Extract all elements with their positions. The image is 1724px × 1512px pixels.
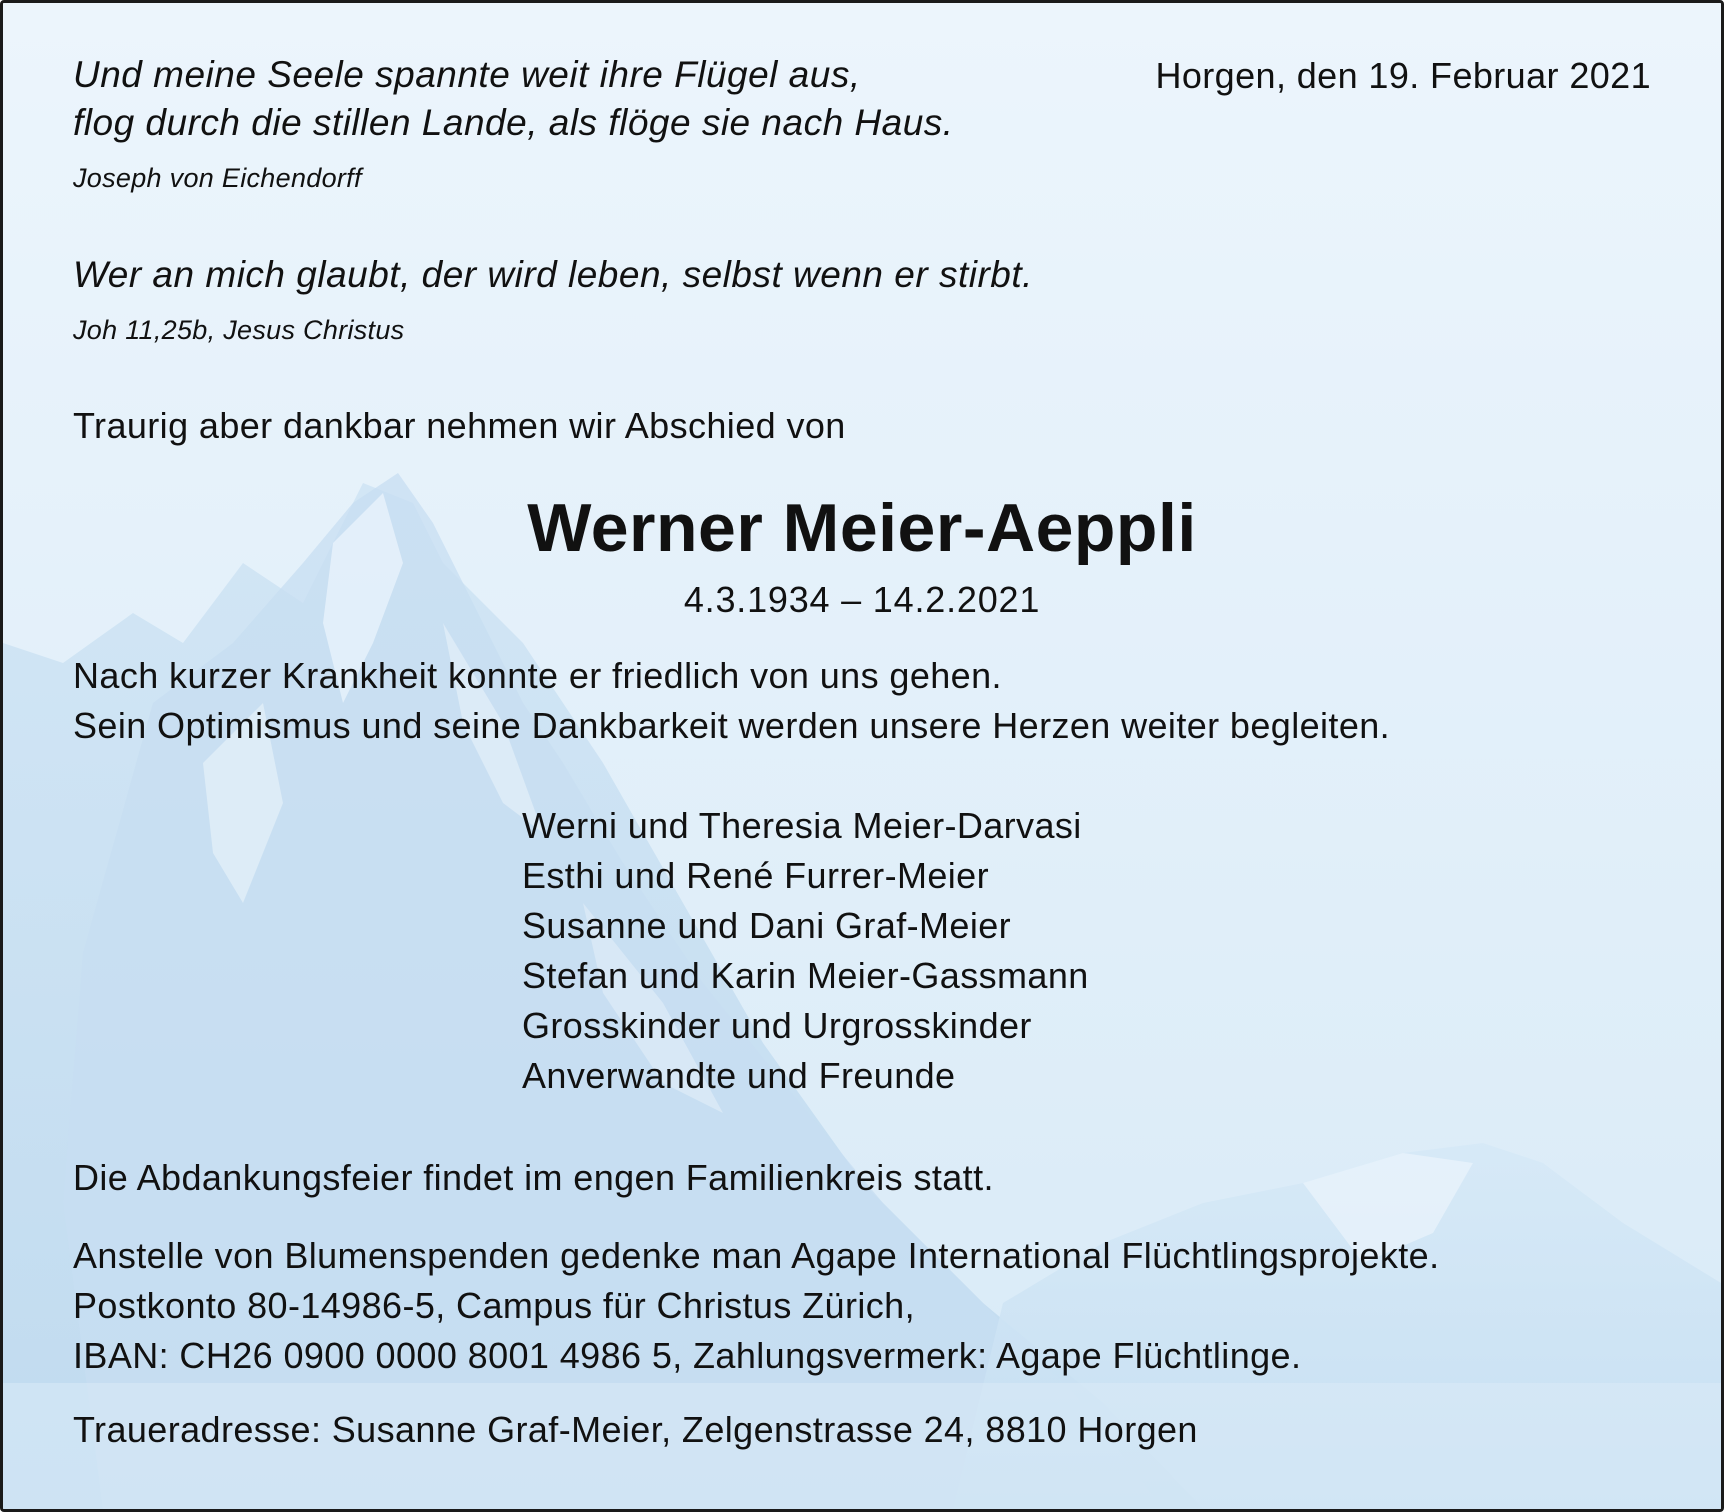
ceremony-note: Die Abdankungsfeier findet im engen Familienkreis statt. (73, 1157, 994, 1198)
quote-line-1: Und meine Seele spannte weit ihre Flügel aus, (73, 54, 861, 95)
mourner-entry: Grosskinder und Urgrosskinder (522, 1005, 1032, 1046)
place-date: Horgen, den 19. Februar 2021 (1155, 55, 1651, 96)
message-line-1: Nach kurzer Krankheit konnte er friedlich von uns gehen. (73, 655, 1002, 696)
donation-line-1: Anstelle von Blumenspenden gedenke man Agape International Flüchtlingsprojekte. (73, 1235, 1440, 1276)
verse-reference: Joh 11,25b, Jesus Christus (73, 315, 405, 345)
mourner-entry: Werni und Theresia Meier-Darvasi (522, 805, 1082, 846)
mourning-address: Traueradresse: Susanne Graf-Meier, Zelgenstrasse 24, 8810 Horgen (73, 1409, 1198, 1450)
mourner-entry: Susanne und Dani Graf-Meier (522, 905, 1012, 946)
mourner-entry: Anverwandte und Freunde (522, 1055, 956, 1096)
mourner-entry: Stefan und Karin Meier-Gassmann (522, 955, 1089, 996)
mourner-entry: Esthi und René Furrer-Meier (522, 855, 989, 896)
message-line-2: Sein Optimismus und seine Dankbarkeit werden unsere Herzen weiter begleiten. (73, 705, 1391, 746)
quote-line-2: flog durch die stillen Lande, als flöge sie nach Haus. (73, 102, 954, 143)
life-dates: 4.3.1934 – 14.2.2021 (683, 579, 1041, 620)
intro-text: Traurig aber dankbar nehmen wir Abschied von (73, 405, 846, 446)
verse-text: Wer an mich glaubt, der wird leben, selbst wenn er stirbt. (73, 254, 1033, 295)
donation-line-2: Postkonto 80-14986-5, Campus für Christus Zürich, (73, 1285, 915, 1326)
deceased-name: Werner Meier-Aeppli (527, 490, 1197, 566)
donation-line-3: IBAN: CH26 0900 0000 8001 4986 5, Zahlungsvermerk: Agape Flüchtlinge. (73, 1335, 1302, 1376)
quote-author: Joseph von Eichendorff (73, 163, 362, 193)
